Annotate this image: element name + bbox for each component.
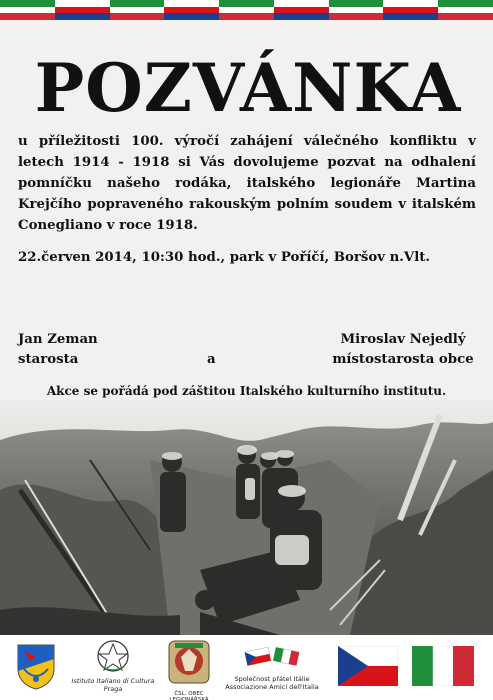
czech-stripe-segment <box>383 0 438 20</box>
page-title: POZVÁNKA <box>34 49 462 127</box>
czech-stripe-segment <box>274 0 329 20</box>
institute-name-line2: Praga <box>103 685 123 693</box>
society-name-line2: Associazione Amici dell'Italia <box>225 683 319 691</box>
signatory-right-role: místostarosta obce <box>332 352 474 367</box>
partner-logos <box>0 635 493 700</box>
municipal-coat-of-arms-icon <box>16 643 56 691</box>
italian-stripe-segment <box>219 0 274 20</box>
czech-stripe-segment <box>55 0 110 20</box>
signatory-right <box>330 330 476 370</box>
italian-stripe-segment <box>438 0 493 20</box>
institute-name-line1: Istituto Italiano di Cultura <box>71 677 155 685</box>
italian-stripe-segment <box>110 0 165 20</box>
invitation-text: u příležitosti 100. výročí zahájení válečného konfliktu v letech 1914 - 1918 si Vás dovolujeme pozvat na odhalení pomníčku našeho rodáka, italského legionáře Martina Krejčího popraveného rakouským polním soudem v italském Conegliano v roce 1918. <box>18 134 476 233</box>
legion-text: ČSL. OBEC LEGIONÁŘSKÁ <box>169 691 209 700</box>
legion-badge-icon <box>165 637 213 700</box>
czech-flag-icon <box>338 646 398 686</box>
signatory-left-name: Jan Zeman <box>18 332 98 347</box>
italian-stripe-segment <box>0 0 55 20</box>
event-details: 22.červen 2014, 10:30 hod., park v Poříčí, Boršov n.Vlt. <box>18 250 431 265</box>
italian-culture-institute-logo <box>68 639 158 697</box>
signatory-left-role: starosta <box>18 352 79 367</box>
friends-of-italy-society-logo <box>222 643 322 693</box>
italian-republic-emblem-icon <box>68 639 158 673</box>
italian-stripe-segment <box>329 0 384 20</box>
signatory-right-name: Miroslav Nejedlý <box>340 332 466 347</box>
signatory-conjunction: a <box>207 352 216 367</box>
italian-flag-icon <box>412 646 474 686</box>
czech-stripe-segment <box>164 0 219 20</box>
trench-photo-illustration <box>0 400 493 635</box>
auspices-note: Akce se pořádá pod záštitou Italského kulturního institutu. <box>46 384 447 398</box>
crossed-flags-icon <box>222 643 322 671</box>
trench-photo <box>0 400 493 635</box>
signatory-left <box>18 330 98 370</box>
tricolor-top-border <box>0 0 493 20</box>
society-name-line1: Společnost přátel Itálie <box>234 675 310 683</box>
